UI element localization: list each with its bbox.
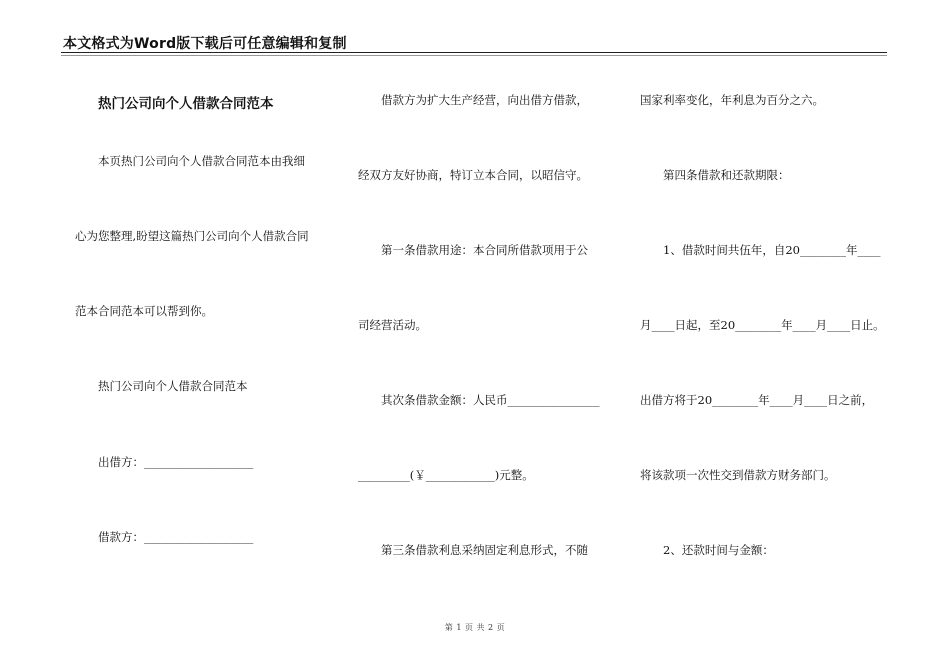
paragraph-line: 心为您整理,盼望这篇热门公司向个人借款合同 [75,229,309,243]
paragraph-line: 国家利率变化，年利息为百分之六。 [640,93,824,107]
borrower-line: 借款方：___________________ [98,530,254,544]
document-title: 热门公司向个人借款合同范本 [98,96,274,112]
paragraph-line: _________(￥____________)元整。 [358,468,534,482]
paragraph-line: 第三条借款利息采纳固定利息形式，不随 [381,543,588,557]
paragraph-line: 借款方为扩大生产经营，向出借方借款， [381,93,588,107]
paragraph-line: 其次条借款金额：人民币________________ [381,393,600,407]
paragraph-line: 本页热门公司向个人借款合同范本由我细 [98,154,305,168]
paragraph-line: 司经营活动。 [358,318,427,332]
paragraph-line: 将该款项一次性交到借款方财务部门。 [640,468,836,482]
lender-line: 出借方：___________________ [98,455,254,469]
header-rule-thin [61,55,887,56]
paragraph-line: 出借方将于20________年____月____日之前， [640,393,874,407]
paragraph-line: 1、借款时间共伍年，自20________年____ [663,243,881,257]
paragraph-line: 经双方友好协商，特订立本合同，以昭信守。 [358,168,588,182]
paragraph-line: 范本合同范本可以帮到你。 [75,304,213,318]
paragraph-line: 月____日起，至20________年____月____日止。 [640,318,885,332]
page-number: 第 1 页 共 2 页 [444,623,506,632]
paragraph-line: 2、还款时间与金额： [663,543,774,557]
paragraph-line: 第一条借款用途：本合同所借款项用于公 [381,243,588,257]
document-header: 本文格式为Word版下载后可任意编辑和复制 [63,36,347,52]
paragraph-line: 第四条借款和还款期限： [663,168,790,182]
header-rule [61,52,887,53]
paragraph-line: 热门公司向个人借款合同范本 [98,379,248,393]
